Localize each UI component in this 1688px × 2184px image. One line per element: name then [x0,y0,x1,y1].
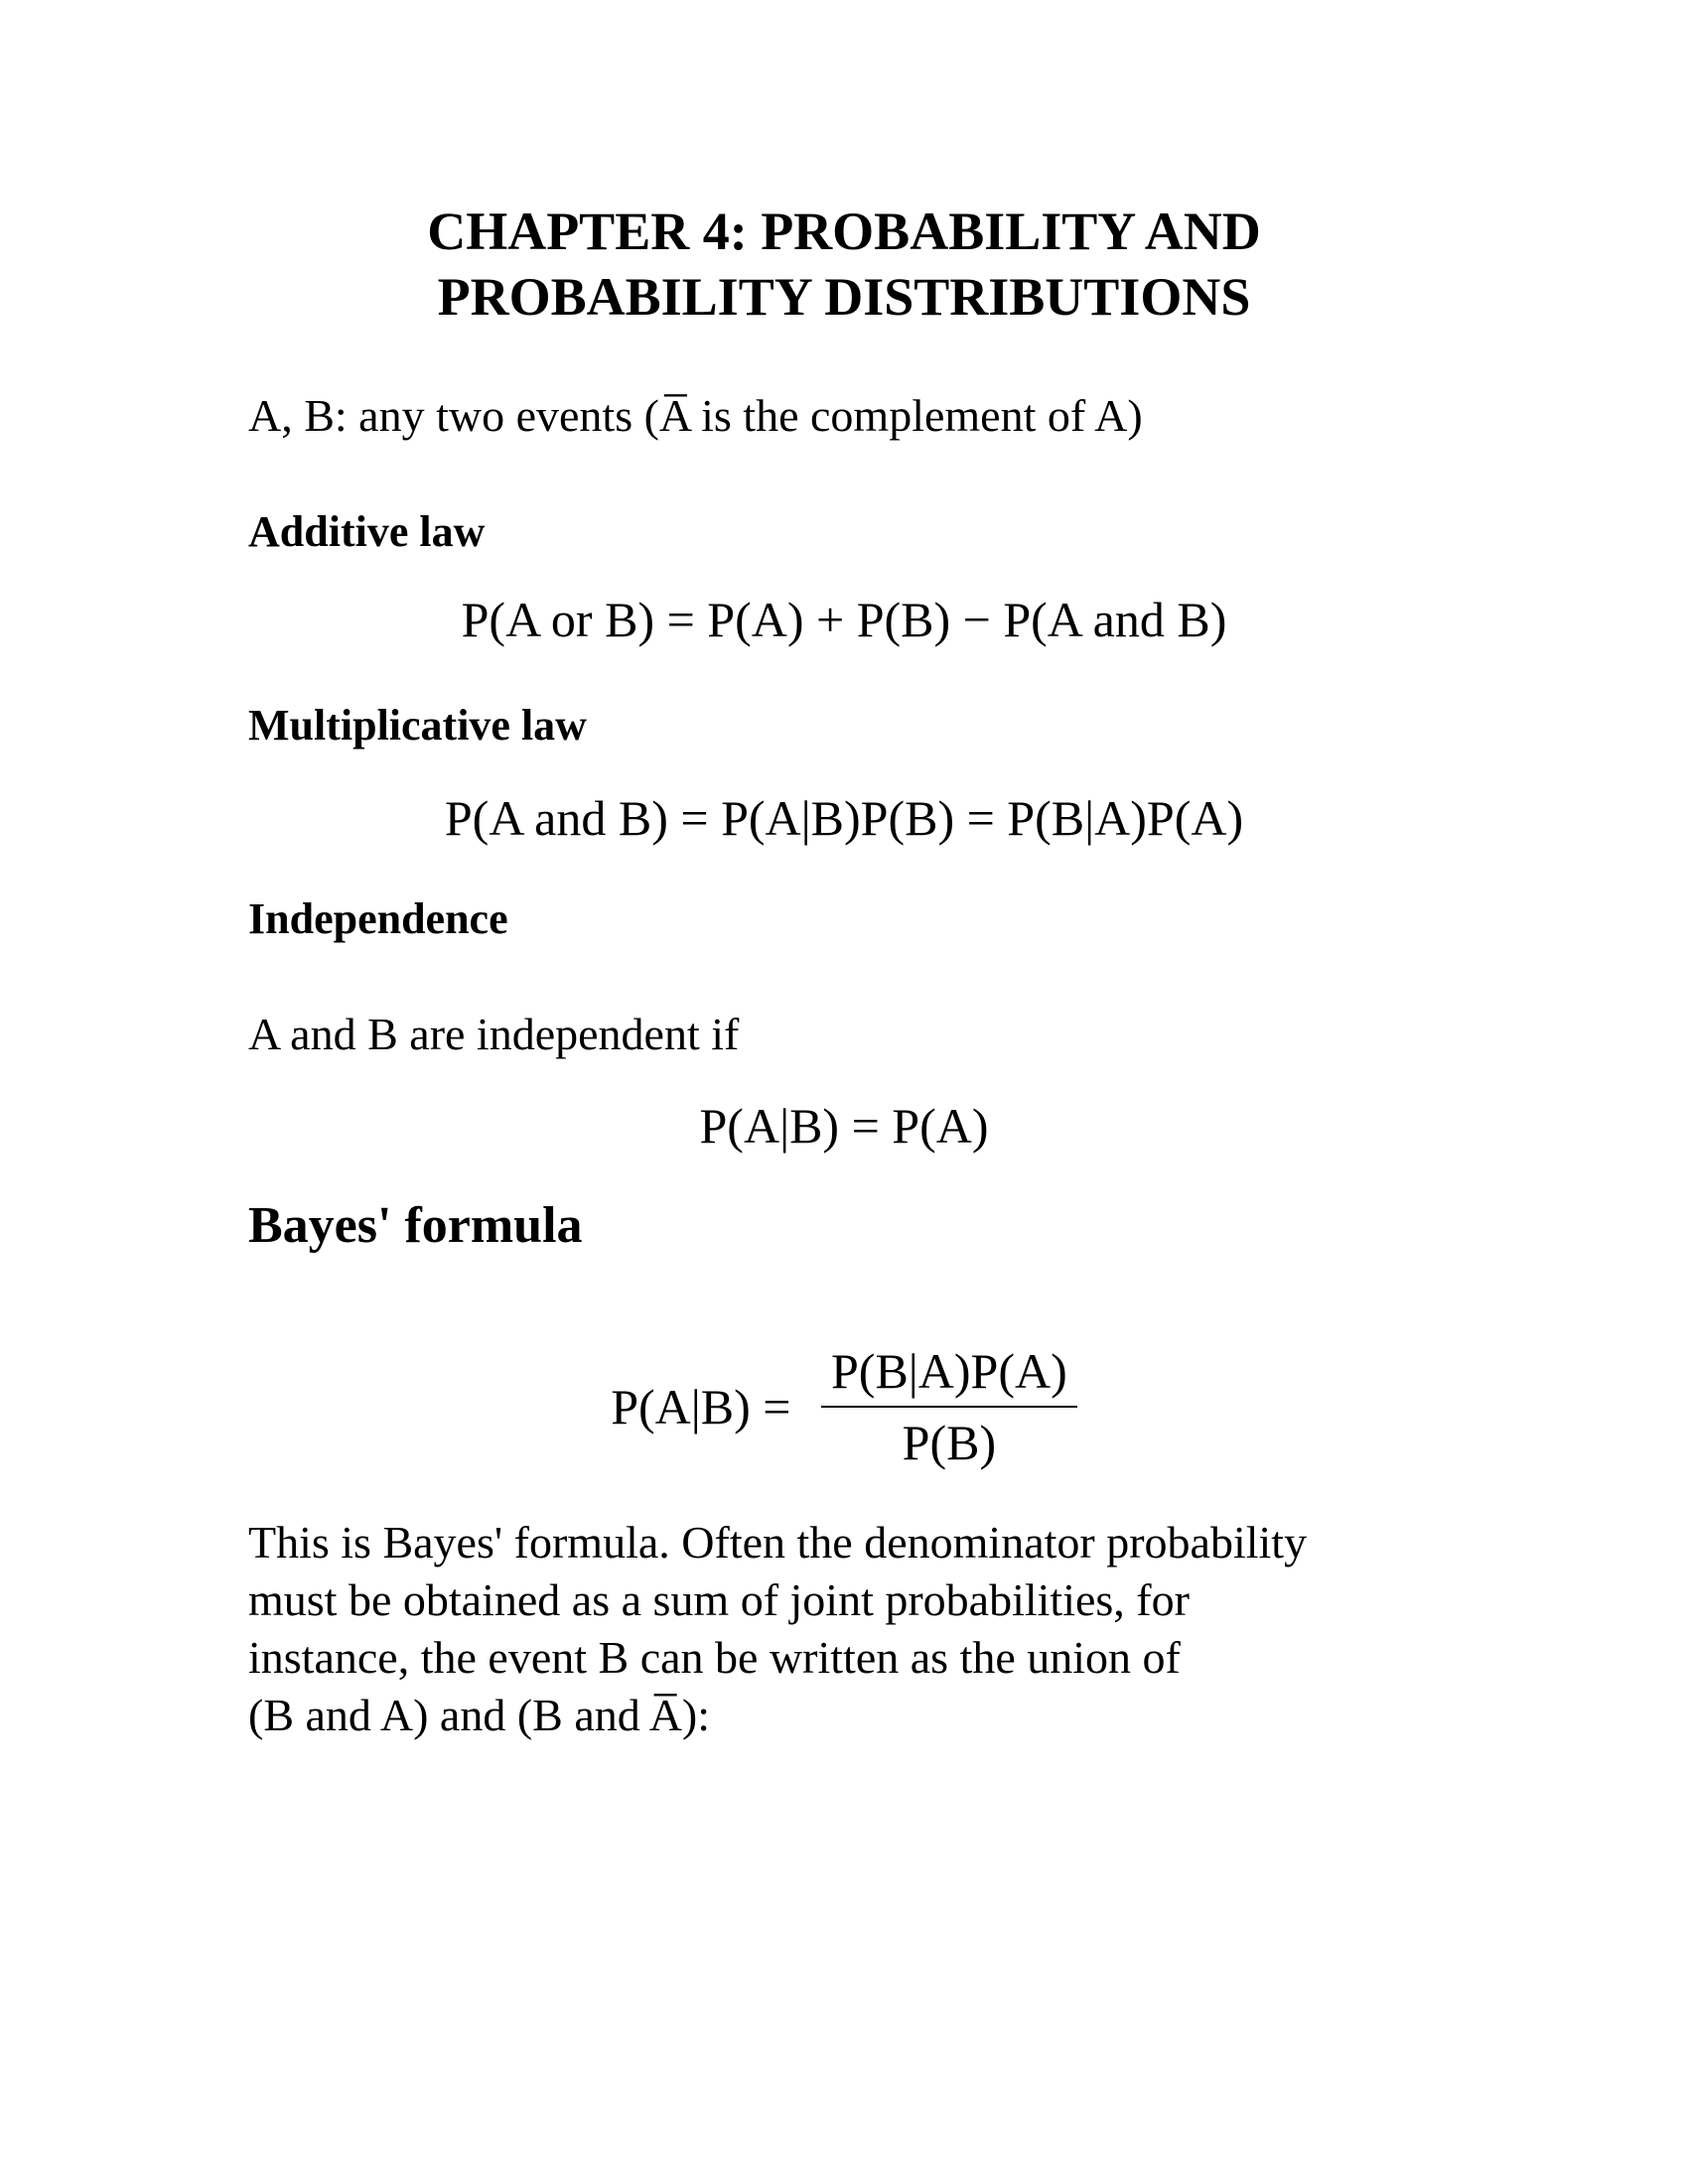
paragraph-line-2: must be obtained as a sum of joint probabilities, for [248,1574,1190,1625]
independence-heading: Independence [248,894,508,943]
paragraph-line-1: This is Bayes' formula. Often the denominator probability [248,1517,1308,1568]
independence-text: A and B are independent if [248,1009,740,1059]
independence-formula: P(A|B) = P(A) [699,1098,989,1154]
title-line-2: PROBABILITY DISTRIBUTIONS [437,267,1251,327]
paragraph-line-4: (B and A) and (B and A̅): [248,1690,711,1740]
bayes-denominator: P(B) [902,1415,997,1470]
bayes-numerator: P(B|A)P(A) [821,1342,1077,1408]
multiplicative-law-formula: P(A and B) = P(A|B)P(B) = P(B|A)P(A) [444,790,1244,846]
additive-law-heading: Additive law [248,507,486,556]
title-line-1: CHAPTER 4: PROBABILITY AND [427,202,1261,261]
page-title [0,199,1688,330]
multiplicative-law-heading: Multiplicative law [248,701,587,750]
bayes-explanation [248,1514,1307,1744]
paragraph-line-3: instance, the event B can be written as the union of [248,1632,1181,1683]
events-definition: A, B: any two events (A̅ is the complement of A) [248,390,1143,441]
bayes-fraction [821,1342,1077,1471]
bayes-lhs: P(A|B) = [611,1379,791,1434]
bayes-formula [0,1342,1688,1471]
additive-law-formula: P(A or B) = P(A) + P(B) − P(A and B) [461,592,1227,647]
bayes-heading: Bayes' formula [248,1197,583,1254]
